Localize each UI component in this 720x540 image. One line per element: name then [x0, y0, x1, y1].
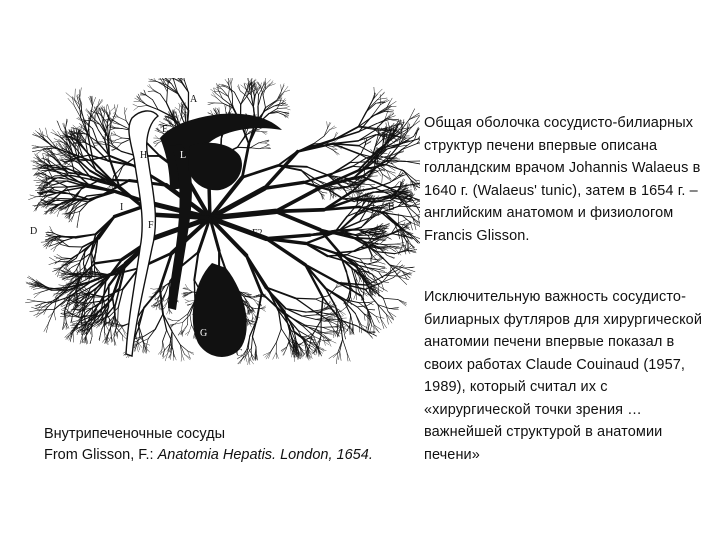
vessel-branch	[170, 347, 171, 353]
vessel-branch	[144, 329, 155, 336]
vessel-branch	[183, 325, 188, 331]
vessel-branch	[185, 300, 189, 302]
vessel-branch	[276, 187, 322, 212]
vessel-branch	[408, 240, 409, 251]
vessel-branch	[380, 99, 387, 105]
vessel-branch	[281, 85, 282, 92]
vessel-branch	[225, 79, 229, 85]
label-c: C	[236, 348, 243, 359]
vessel-branch	[95, 260, 122, 264]
vessel-branch	[57, 254, 63, 258]
vessel-branch	[383, 298, 388, 311]
vessel-branch	[263, 95, 265, 107]
vessel-branch	[108, 286, 109, 308]
vessel-branch	[271, 342, 277, 352]
vessel-branch	[367, 264, 378, 266]
vessel-branch	[303, 174, 332, 183]
vessel-branch	[326, 316, 333, 317]
vessel-branch	[160, 94, 166, 103]
vessel-branch	[169, 309, 172, 313]
vessel-branch	[405, 161, 419, 163]
vessel-branch	[86, 134, 87, 142]
vessel-branch	[289, 329, 290, 341]
vessel-branch	[137, 345, 139, 352]
vessel-branch	[387, 161, 406, 162]
vessel-branch	[75, 89, 76, 100]
paragraph-walaeus-glisson: Общая оболочка сосудисто-билиарных структур печени впервые описана голландским врачом Johannis Walaeus в 1640 г. (Walaeus' tunic), затем в 1654 г. – английским анатомом и физиологом Francis Glisson.	[424, 115, 701, 244]
vessel-branch	[125, 108, 127, 113]
vessel-branch	[108, 104, 110, 111]
vessel-branch	[107, 337, 108, 345]
vessel-branch	[33, 288, 41, 290]
vessel-branch	[146, 339, 148, 348]
vessel-branch	[101, 322, 105, 333]
vessel-branch	[28, 197, 36, 200]
vessel-branch	[81, 263, 96, 277]
vessel-branch	[119, 117, 127, 121]
label-l: L	[180, 150, 187, 161]
vessel-branch	[185, 354, 191, 360]
vessel-branch	[178, 331, 181, 336]
vessel-branch	[372, 325, 380, 332]
vessel-branch	[365, 142, 370, 145]
vessel-branch	[181, 354, 182, 361]
vessel-branch	[77, 276, 91, 277]
vessel-branch	[250, 143, 258, 148]
vessel-branch	[398, 300, 406, 307]
vessel-branch	[72, 320, 79, 322]
figure-caption	[44, 424, 384, 466]
vessel-branch	[390, 176, 399, 183]
vessel-branch	[257, 293, 262, 320]
vessel-branch	[115, 314, 116, 327]
vessel-branch	[58, 121, 61, 130]
vessel-branch	[117, 143, 122, 148]
vessel-branch	[91, 253, 92, 265]
vessel-branch	[164, 299, 167, 301]
vessel-branch	[211, 95, 216, 98]
vessel-branch	[218, 84, 219, 90]
vessel-branch	[376, 120, 389, 124]
vessel-branch	[217, 83, 219, 90]
vessel-branch	[231, 78, 233, 84]
vessel-branch	[155, 314, 163, 329]
vessel-branch	[189, 325, 191, 332]
vessel-branch	[30, 310, 41, 312]
vessel-branch	[410, 222, 412, 230]
vessel-branch	[97, 99, 102, 107]
vessel-branch	[345, 189, 347, 195]
vessel-branch	[181, 322, 182, 330]
vessel-branch	[296, 298, 316, 299]
vessel-branch	[178, 94, 188, 111]
vessel-branch	[214, 88, 220, 92]
vessel-branch	[358, 110, 368, 127]
vessel-branch	[253, 317, 256, 321]
vessel-branch	[402, 144, 417, 150]
vessel-branch	[78, 211, 80, 220]
vessel-branch	[36, 196, 47, 197]
vessel-branch	[296, 298, 316, 312]
vessel-branch	[217, 98, 223, 104]
vessel-branch	[232, 94, 233, 107]
vessel-branch	[357, 307, 364, 314]
vessel-branch	[379, 268, 385, 269]
vessel-branch	[273, 352, 277, 359]
vessel-branch	[54, 312, 56, 320]
gallbladder-shape	[193, 263, 247, 357]
vessel-branch	[282, 99, 286, 104]
vessel-branch	[163, 303, 167, 307]
caption-source-prefix: From Glisson, F.:	[44, 447, 158, 463]
label-d: D	[30, 226, 38, 237]
vessel-branch	[252, 337, 253, 348]
vessel-branch	[155, 143, 159, 147]
vessel-branch	[149, 84, 153, 89]
vessel-branch	[116, 138, 122, 140]
vessel-branch	[69, 251, 82, 261]
vessel-branch	[31, 161, 40, 162]
vessel-branch	[276, 211, 320, 229]
vessel-branch	[44, 323, 49, 332]
vessel-branch	[155, 136, 158, 139]
vessel-branch	[362, 176, 390, 188]
vessel-branch	[341, 306, 347, 311]
vessel-branch	[217, 109, 219, 113]
vessel-branch	[154, 289, 159, 290]
vessel-branch	[281, 85, 284, 91]
vessel-branch	[150, 289, 153, 290]
label-i: I	[120, 202, 124, 213]
vessel-branch	[384, 225, 390, 230]
vessel-branch	[218, 90, 222, 99]
vessel-branch	[194, 252, 198, 280]
label-h: H	[140, 150, 148, 161]
vessel-branch	[67, 279, 73, 280]
vessel-branch	[245, 356, 247, 362]
vessel-branch	[80, 202, 89, 212]
vessel-branch	[61, 313, 69, 314]
paragraph-couinaud: Исключительную важность сосудисто-билиарных футляров для хирургической анатомии печени впервые показал в своих работах Claude Couinaud (1957, 1989), который считал их с «хирургической точки зрения … важнейшей структурой в анатомии печени»	[424, 289, 703, 463]
vessel-branch	[59, 285, 65, 286]
vessel-branch	[138, 106, 147, 107]
vessel-branch	[92, 302, 93, 311]
vessel-branch	[401, 272, 411, 276]
vessel-branch	[284, 349, 286, 355]
vessel-branch	[420, 164, 421, 169]
vessel-branch	[316, 329, 323, 337]
vessel-branch	[94, 252, 95, 262]
vessel-branch	[111, 336, 112, 341]
vessel-branch	[281, 329, 287, 339]
vessel-branch	[118, 307, 119, 320]
vessel-branch	[163, 341, 165, 350]
vessel-branch	[173, 79, 177, 93]
liver-vessels-illustration	[20, 78, 420, 388]
vessel-branch	[165, 303, 167, 308]
vessel-branch	[116, 328, 122, 335]
label-f2: F2	[252, 228, 263, 239]
vessel-branch	[30, 195, 37, 197]
vessel-branch	[154, 140, 158, 142]
vessel-branch	[242, 349, 247, 356]
vessel-branch	[167, 330, 171, 339]
vessel-branch	[382, 174, 383, 183]
vessel-branch	[115, 105, 116, 114]
vessel-branch	[327, 122, 328, 129]
vessel-branch	[399, 220, 407, 223]
vessel-branch	[153, 91, 160, 94]
vessel-branch	[144, 345, 148, 351]
vessel-branch	[242, 166, 278, 178]
vessel-branch	[276, 210, 324, 212]
vessel-branch	[350, 153, 361, 162]
vessel-branch	[123, 329, 127, 334]
vessel-branch	[258, 95, 259, 107]
vessel-branch	[381, 319, 387, 328]
vessel-branch	[46, 128, 48, 137]
vessel-branch	[278, 113, 284, 116]
vessel-branch	[330, 126, 335, 130]
vessel-branch	[113, 142, 121, 143]
vessel-branch	[36, 312, 43, 317]
vessel-branch	[172, 331, 180, 344]
vessel-branch	[175, 107, 179, 110]
vessel-branch	[179, 119, 181, 124]
vessel-branch	[386, 165, 404, 171]
vessel-branch	[390, 308, 398, 309]
vessel-branch	[54, 139, 60, 142]
vessel-branch	[378, 262, 385, 264]
caption-title: Внутрипеченочные сосуды	[44, 426, 225, 442]
vessel-branch	[214, 110, 217, 113]
label-b: B	[388, 202, 395, 213]
vessel-branch	[40, 309, 54, 310]
vessel-branch	[226, 105, 227, 110]
vessel-branch	[302, 316, 316, 319]
vessel-branch	[417, 144, 420, 145]
vessel-branch	[395, 182, 399, 187]
vessel-branch	[208, 102, 214, 103]
vessel-branch	[226, 87, 235, 92]
vessel-branch	[237, 138, 244, 148]
vessel-branch	[361, 295, 369, 312]
vessel-branch	[248, 358, 250, 365]
vessel-branch	[168, 116, 169, 121]
vessel-branch	[350, 315, 351, 327]
vessel-branch	[148, 329, 155, 338]
vessel-branch	[25, 301, 36, 303]
vessel-branch	[324, 130, 330, 137]
label-e: E	[162, 124, 169, 135]
vessel-branch	[368, 302, 374, 303]
vessel-branch	[98, 217, 115, 237]
vessel-branch	[307, 167, 327, 175]
vessel-branch	[46, 323, 48, 333]
vessel-branch	[253, 337, 257, 347]
vessel-branch	[133, 104, 138, 107]
vessel-branch	[53, 141, 60, 142]
vessel-branch	[374, 325, 381, 330]
vessel-branch	[162, 341, 163, 349]
vessel-branch	[164, 85, 168, 92]
vessel-branch	[48, 197, 54, 198]
vessel-branch	[285, 106, 290, 108]
vessel-branch	[330, 128, 337, 130]
vessel-branch	[66, 93, 75, 101]
vessel-branch	[259, 141, 265, 143]
vessel-branch	[36, 203, 39, 210]
vessel-branch	[90, 336, 92, 343]
vessel-branch	[323, 327, 334, 331]
vessel-branch	[109, 138, 110, 158]
vessel-branch	[185, 284, 187, 288]
vessel-branch	[92, 97, 95, 105]
vessel-branch	[27, 299, 36, 301]
label-f: F	[148, 220, 154, 231]
vessel-branch	[110, 132, 112, 137]
vessel-branch	[146, 95, 153, 100]
lobe-l-shape	[188, 143, 242, 190]
vessel-branch	[80, 335, 82, 344]
label-g: G	[200, 328, 208, 339]
vessel-branch	[119, 166, 123, 176]
vessel-branch	[340, 351, 341, 360]
vessel-branch	[64, 312, 65, 323]
vessel-branch	[343, 339, 347, 352]
vessel-branch	[277, 108, 284, 109]
vessel-branch	[222, 89, 228, 96]
vessel-branch	[29, 276, 37, 282]
vessel-branch	[330, 194, 331, 200]
vessel-branch	[398, 300, 407, 304]
vessel-branch	[286, 341, 289, 349]
vessel-branch	[390, 309, 399, 310]
vessel-branch	[376, 317, 379, 324]
vessel-branch	[209, 103, 214, 105]
vessel-branch	[253, 299, 259, 302]
vessel-branch	[123, 329, 125, 336]
vessel-branch	[75, 157, 90, 171]
vessel-branch	[404, 268, 415, 272]
caption-source-work: Anatomia Hepatis. London, 1654.	[157, 447, 373, 463]
vessel-branch	[141, 100, 147, 106]
vessel-branch	[49, 244, 56, 246]
vessel-branch	[367, 262, 378, 264]
vessel-branch	[86, 109, 91, 117]
white-duct-shape	[126, 111, 158, 356]
vessel-branch	[357, 306, 366, 307]
vessel-branch	[324, 128, 328, 136]
vessel-branch	[381, 319, 384, 329]
vessel-branch	[163, 330, 167, 341]
vessel-branch	[134, 107, 139, 111]
vessel-branch	[116, 105, 118, 114]
vessel-branch	[111, 328, 112, 337]
vessel-branch	[383, 298, 398, 299]
vessel-branch	[179, 105, 180, 110]
vessel-branch	[379, 269, 385, 271]
vessel-branch	[387, 256, 394, 258]
vessel-branch	[247, 321, 248, 326]
vessel-branch	[180, 314, 188, 320]
vessel-branch	[395, 248, 403, 249]
vessel-branch	[355, 314, 361, 325]
vessel-branch	[51, 132, 58, 135]
vessel-branch	[73, 332, 74, 342]
vessel-branch	[354, 293, 357, 300]
vessel-branch	[276, 329, 281, 343]
vessel-branch	[242, 144, 249, 177]
vessel-branch	[167, 310, 169, 314]
vessel-branch	[190, 315, 192, 325]
vessel-branch	[183, 315, 190, 323]
vessel-branch	[248, 310, 249, 314]
label-a: A	[190, 94, 198, 105]
vessel-branch	[143, 345, 144, 352]
vessel-branch	[167, 92, 168, 103]
vessel-branch	[234, 92, 240, 104]
vessel-branch	[116, 135, 122, 138]
vessel-branch	[49, 257, 56, 262]
vessel-branch	[107, 328, 111, 337]
vessel-branch	[45, 238, 51, 240]
vessel-branch	[182, 354, 184, 360]
vessel-branch	[92, 327, 93, 337]
vessel-branch	[185, 301, 189, 303]
vessel-branch	[225, 105, 226, 110]
vessel-branch	[278, 111, 284, 112]
vessel-branch	[266, 80, 271, 85]
vessel-branch	[66, 322, 69, 328]
vessel-branch	[285, 108, 291, 110]
vessel-branch	[396, 244, 406, 246]
vessel-branch	[125, 113, 127, 121]
vessel-branch	[379, 272, 387, 273]
vessel-branch	[218, 85, 223, 89]
vessel-branch	[61, 259, 71, 260]
vessel-branch	[302, 315, 316, 316]
vessel-branch	[250, 148, 259, 149]
vessel-branch	[388, 311, 396, 316]
vessel-branch	[110, 107, 115, 112]
vessel-branch	[359, 117, 372, 132]
vessel-branch	[76, 247, 82, 258]
vessel-branch	[147, 86, 152, 90]
